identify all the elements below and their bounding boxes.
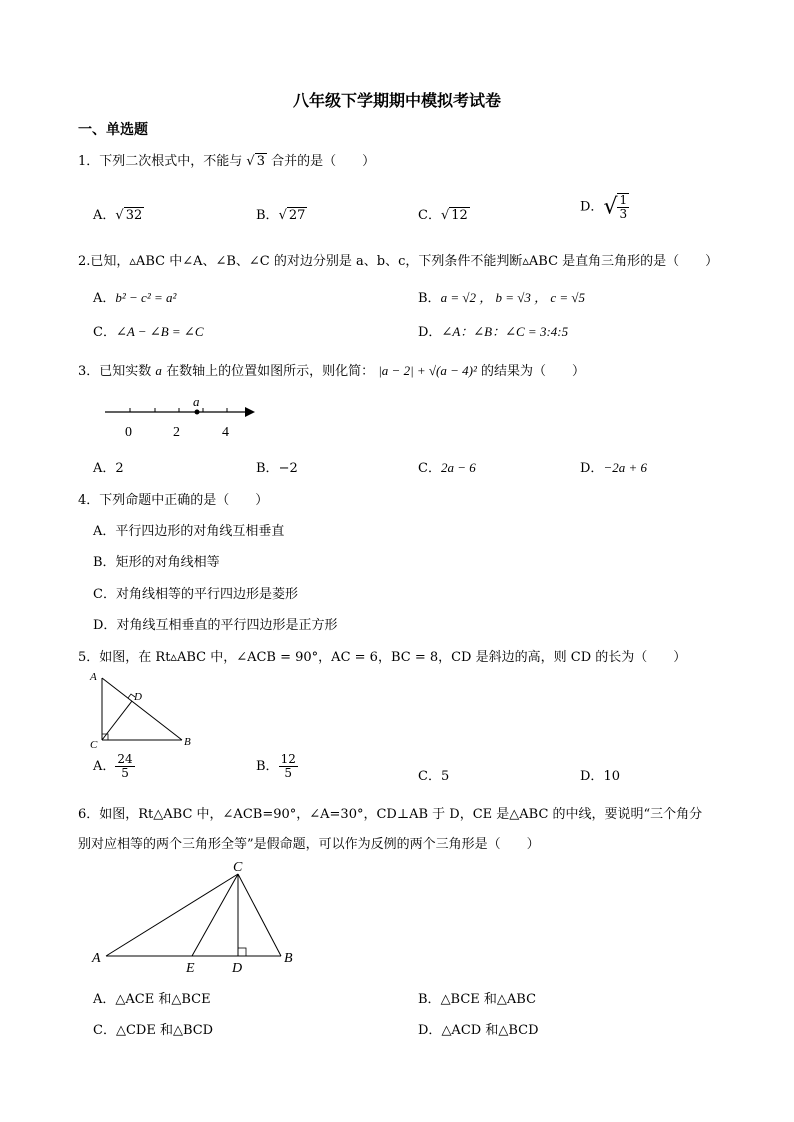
label-a: A	[90, 671, 97, 683]
q1-option-c[interactable]: C．√ 12	[418, 208, 468, 223]
tick-label-4: 4	[222, 425, 229, 440]
q3-option-b[interactable]: B．−2	[256, 461, 298, 476]
sqrt-symbol: √ 3	[246, 154, 265, 169]
q2-option-b[interactable]: B．a = √2 ， b = √3 ， c = √5	[418, 290, 586, 306]
q4-option-d[interactable]: D．对角线互相垂直的平行四边形是正方形	[93, 618, 338, 633]
median-ce	[192, 874, 238, 956]
point-a-label: a	[193, 394, 200, 409]
label-b: B	[284, 951, 293, 966]
label-d: D	[232, 961, 243, 976]
q3-expression: |a − 2| + √(a − 4)²	[378, 363, 477, 378]
q2-option-d[interactable]: D．∠A：∠B：∠C = 3:4:5	[418, 324, 569, 340]
right-angle-mark-d	[238, 948, 246, 956]
side-ac	[106, 874, 238, 956]
q4-option-a[interactable]: A．平行四边形的对角线互相垂直	[93, 524, 285, 539]
q4-option-b[interactable]: B．矩形的对角线相等	[93, 555, 220, 570]
q6-option-b[interactable]: B．△BCE 和△ABC	[418, 992, 537, 1007]
question-6-stem-line1: 6．如图，Rt△ABC 中，∠ACB=90°，∠A=30°，CD⊥AB 于 D，CE 是△ABC 的中线，要说明“三个角分	[78, 807, 703, 822]
q5-option-a[interactable]: A． $\frac{24}{5}$	[93, 752, 133, 781]
q3-option-d[interactable]: D．−2a + 6	[580, 460, 647, 476]
number-line-figure	[95, 392, 265, 442]
page-title: 八年级下学期期中模拟考试卷	[292, 91, 501, 110]
q5-option-d[interactable]: D．10	[580, 769, 620, 784]
question-2-stem: 2.已知，▵ABC 中∠A、∠B、∠C 的对边分别是 a、b、c，下列条件不能判断▵ABC 是直角三角形的是（ ）	[78, 254, 719, 269]
question-3-stem: 3．已知实数 a 在数轴上的位置如图所示，则化简： |a − 2| + √(a − 4)² 的结果为（ ）	[78, 363, 586, 379]
label-c: C	[90, 739, 98, 750]
q3-option-a[interactable]: A．2	[93, 461, 124, 476]
number-line-arrow	[245, 407, 255, 417]
label-d: D	[134, 691, 142, 703]
q4-option-c[interactable]: C．对角线相等的平行四边形是菱形	[93, 587, 298, 602]
tick-label-0: 0	[125, 425, 132, 440]
q5-triangle-figure	[88, 668, 203, 750]
question-5-stem: 5．如图，在 Rt▵ABC 中，∠ACB = 90°，AC = 6，BC = 8，CD 是斜边的高，则 CD 的长为（ ）	[78, 650, 687, 665]
label-c: C	[233, 860, 243, 875]
label-e: E	[186, 961, 195, 976]
question-1-stem: 1．下列二次根式中，不能与 √ 3 合并的是（ ）	[78, 154, 376, 169]
q1-option-b[interactable]: B．√ 27	[256, 208, 306, 223]
q1-option-d[interactable]: D．√ $\frac{1}{3}$	[580, 193, 628, 222]
question-4-stem: 4．下列命题中正确的是（ ）	[78, 493, 269, 508]
q5-option-c[interactable]: C．5	[418, 769, 450, 784]
label-b: B	[184, 736, 191, 748]
q2-option-a[interactable]: A．b² − c² = a²	[93, 290, 177, 306]
q1-option-a[interactable]: A．√ 32	[93, 208, 143, 223]
point-a	[195, 410, 200, 415]
q5-option-b[interactable]: B． $\frac{12}{5}$	[256, 752, 296, 781]
q2-option-c[interactable]: C．∠A − ∠B = ∠C	[93, 324, 204, 340]
q6-option-d[interactable]: D．△ACD 和△BCD	[418, 1023, 539, 1038]
section-heading: 一、单选题	[78, 122, 148, 138]
side-ab	[102, 678, 182, 740]
q3-option-c[interactable]: C．2a − 6	[418, 460, 476, 476]
q6-triangle-figure	[88, 858, 303, 976]
tick-label-2: 2	[173, 425, 180, 440]
side-cb	[238, 874, 281, 956]
question-6-stem-line2: 别对应相等的两个三角形全等”是假命题，可以作为反例的两个三角形是（ ）	[78, 837, 540, 852]
q6-option-c[interactable]: C．△CDE 和△BCD	[93, 1023, 214, 1038]
label-a: A	[92, 951, 101, 966]
q6-option-a[interactable]: A．△ACE 和△BCE	[93, 992, 211, 1007]
